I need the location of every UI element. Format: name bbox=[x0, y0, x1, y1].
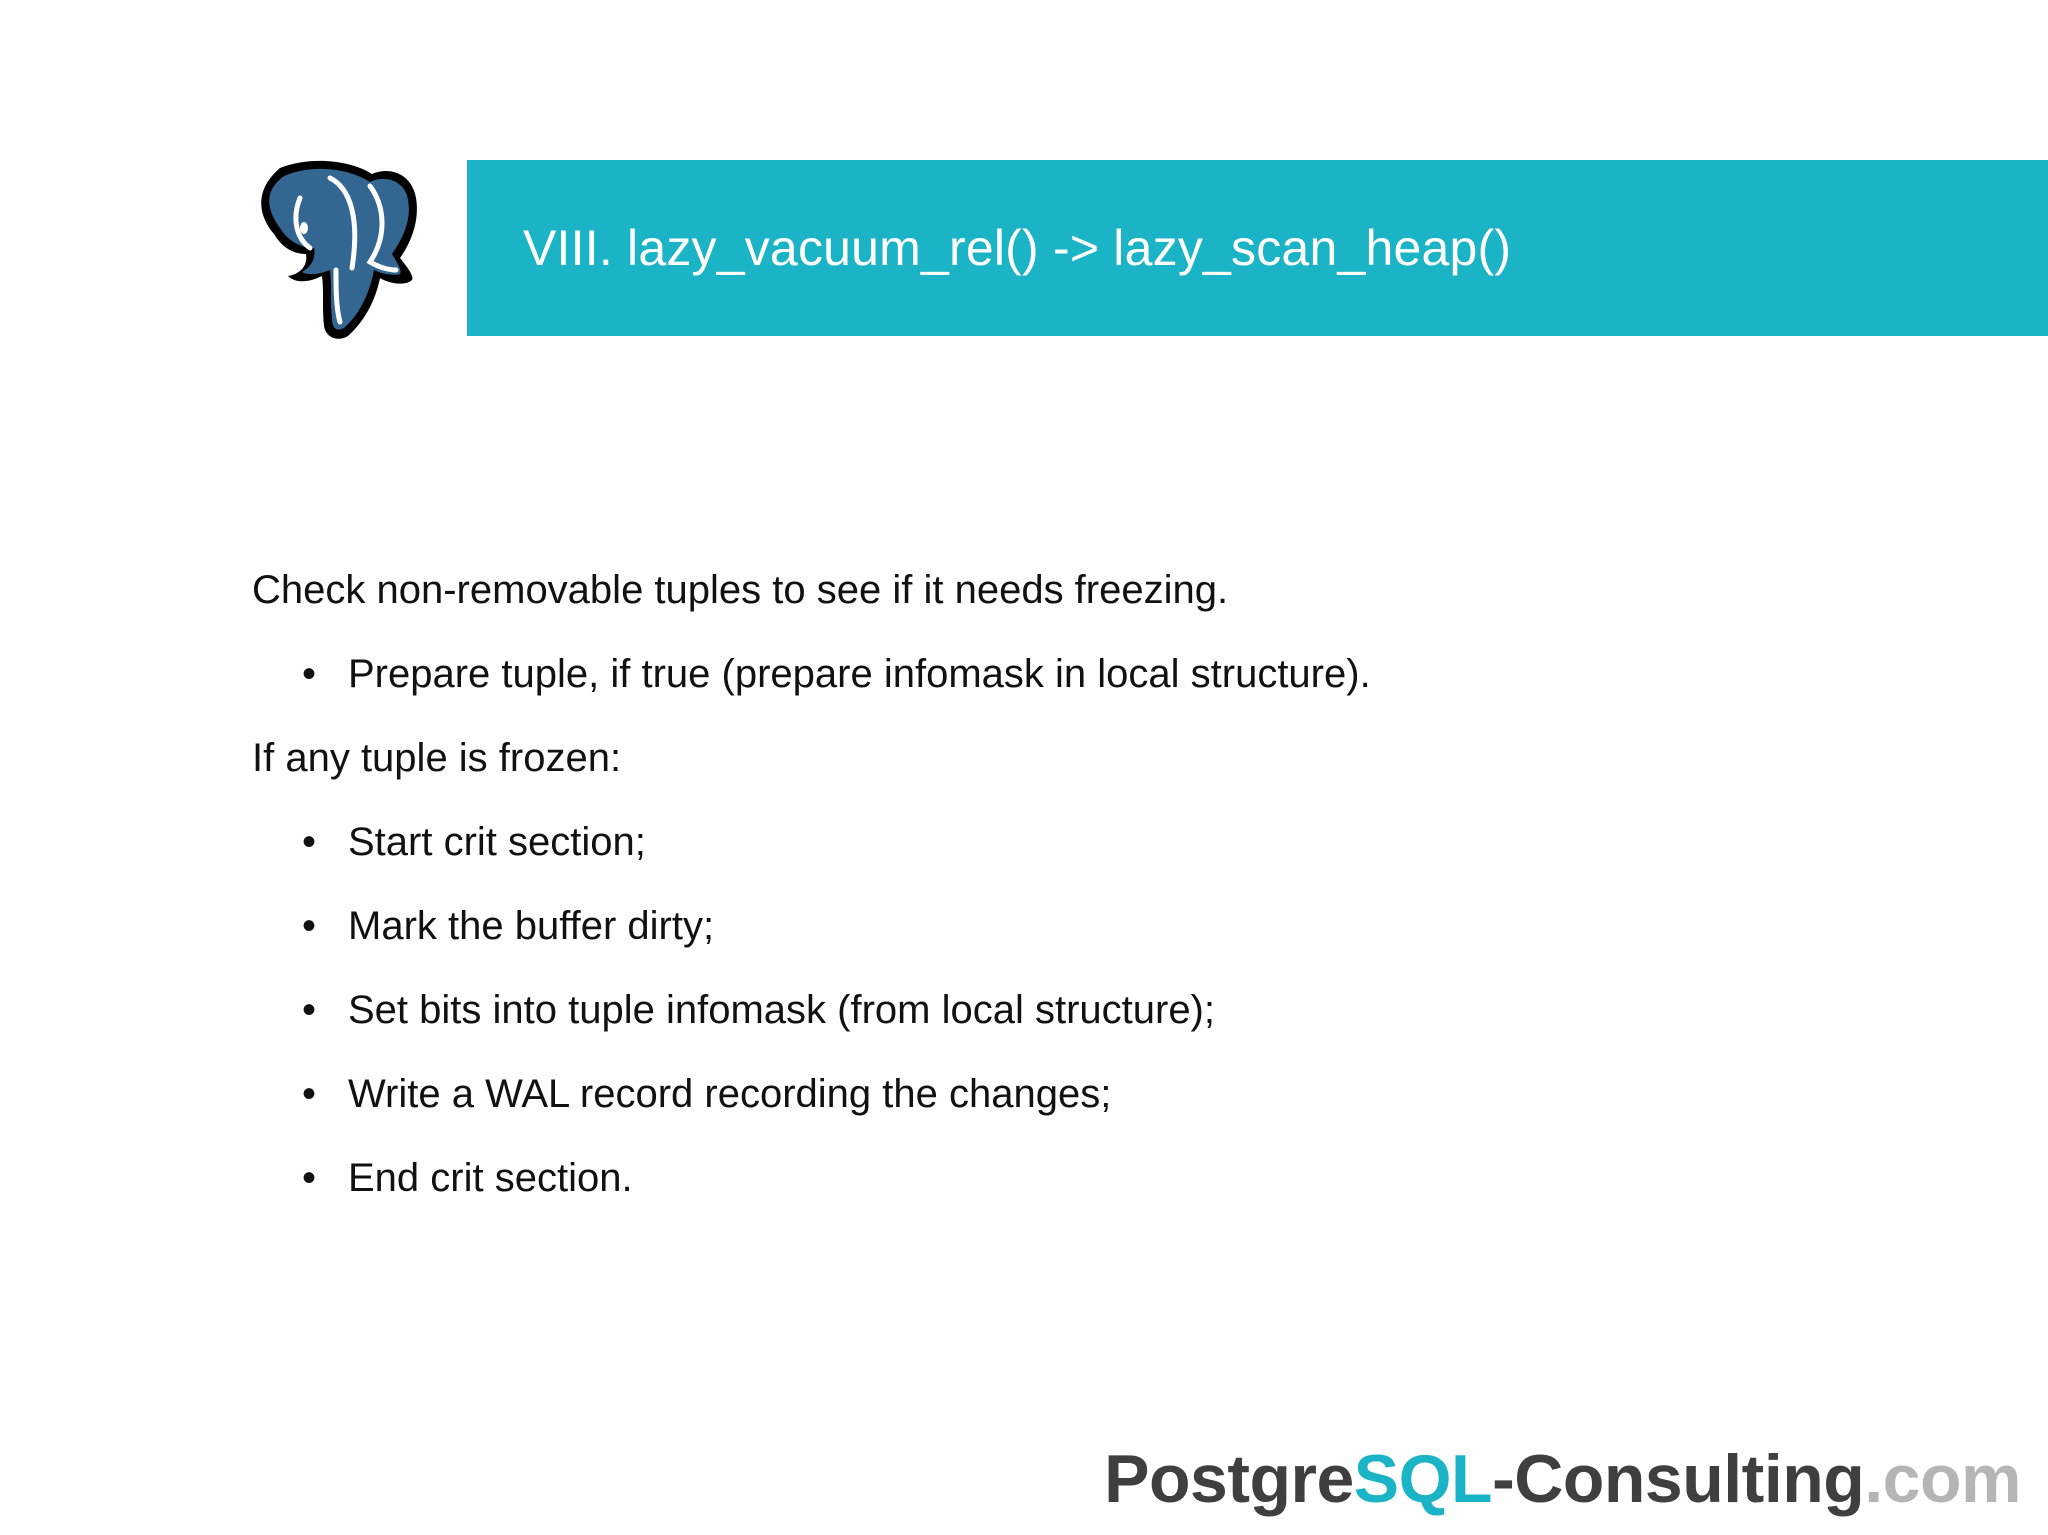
slide-title: VIII. lazy_vacuum_rel() -> lazy_scan_heap() bbox=[523, 220, 1512, 276]
slide-body bbox=[252, 560, 1952, 1232]
brand-part-postgre: Postgre bbox=[1104, 1441, 1354, 1517]
bullet-icon: • bbox=[302, 820, 317, 864]
postgresql-elephant-icon bbox=[240, 158, 420, 340]
bullet-item bbox=[252, 644, 1952, 704]
brand-part-consulting: -Consulting bbox=[1492, 1441, 1865, 1517]
bullet-text: Write a WAL record recording the changes; bbox=[348, 1072, 1112, 1116]
bullet-text: Set bits into tuple infomask (from local structure); bbox=[348, 988, 1215, 1032]
bullet-item bbox=[252, 1064, 1952, 1124]
brand-part-com: .com bbox=[1864, 1441, 2021, 1517]
bullet-item bbox=[252, 980, 1952, 1040]
bullet-text: Start crit section; bbox=[348, 820, 646, 864]
bullet-icon: • bbox=[302, 1156, 317, 1200]
footer-brand-logo bbox=[1104, 1440, 2021, 1518]
bullet-item bbox=[252, 1148, 1952, 1208]
bullet-item bbox=[252, 896, 1952, 956]
bullet-text: Mark the buffer dirty; bbox=[348, 904, 715, 948]
brand-part-sql: SQL bbox=[1353, 1441, 1493, 1517]
bullet-item bbox=[252, 812, 1952, 872]
body-paragraph-frozen: If any tuple is frozen: bbox=[252, 736, 622, 780]
body-paragraph-check: Check non-removable tuples to see if it needs freezing. bbox=[252, 568, 1229, 612]
bullet-text: End crit section. bbox=[348, 1156, 633, 1200]
bullet-icon: • bbox=[302, 988, 317, 1032]
bullet-icon: • bbox=[302, 652, 317, 696]
bullet-icon: • bbox=[302, 1072, 317, 1116]
title-bar bbox=[467, 160, 2048, 336]
bullet-text: Prepare tuple, if true (prepare infomask in local structure). bbox=[348, 652, 1371, 696]
bullet-icon: • bbox=[302, 904, 317, 948]
